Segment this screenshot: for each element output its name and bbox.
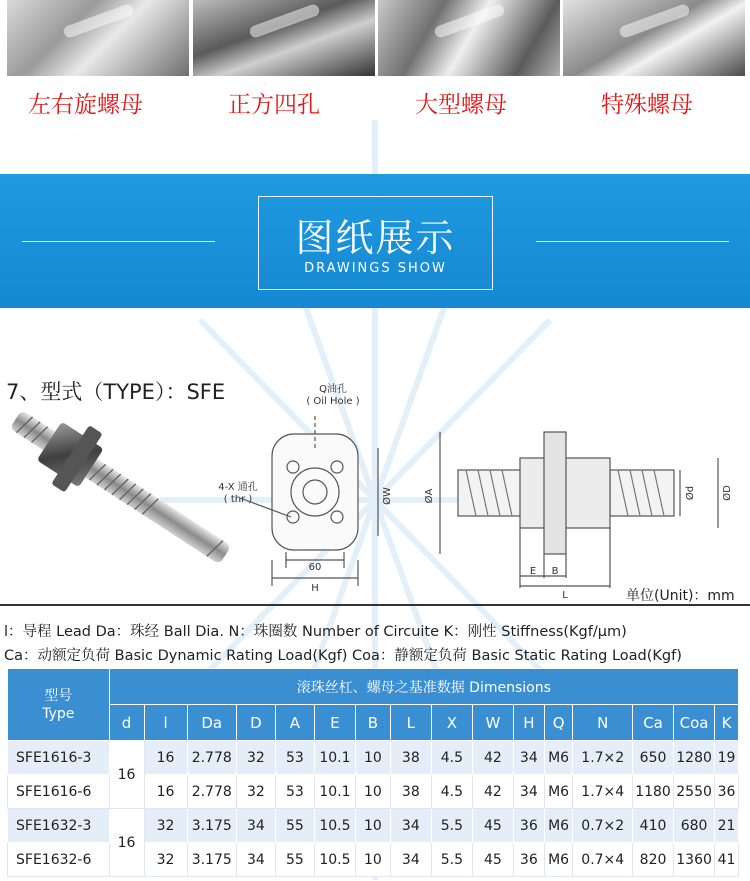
cell-a: 53 [275, 741, 314, 775]
col-header-e: E [314, 705, 355, 741]
cell-D: 32 [236, 741, 275, 775]
dim-60: 60 [308, 562, 322, 573]
dim-b: B [551, 566, 559, 577]
cell-l: 32 [144, 809, 187, 843]
cell-a: 55 [275, 843, 314, 877]
cell-ca: 1180 [633, 775, 674, 809]
cell-q: M6 [544, 843, 573, 877]
cell-coa: 1280 [674, 741, 715, 775]
dim-d-small: Ød [685, 485, 696, 501]
banner-frame [258, 196, 493, 290]
cell-ca: 650 [633, 741, 674, 775]
dim-l: L [562, 590, 568, 601]
photo-special-nut[interactable] [563, 0, 745, 76]
cell-n: 0.7×2 [573, 809, 633, 843]
cell-e: 10.5 [314, 809, 355, 843]
cell-w: 42 [472, 775, 513, 809]
cell-x: 4.5 [431, 741, 472, 775]
cell-b: 10 [355, 809, 390, 843]
cell-e: 10.1 [314, 775, 355, 809]
cell-D: 34 [236, 843, 275, 877]
cell-L: 38 [390, 741, 431, 775]
table-row [8, 741, 739, 775]
col-header-k: K [715, 705, 739, 741]
model-header-cn: 型号 [44, 687, 73, 704]
cell-k: 19 [715, 741, 739, 775]
oil-hole-label: Q油孔 [319, 384, 347, 395]
cell-model: SFE1616-3 [8, 741, 110, 775]
cell-n: 1.7×2 [573, 741, 633, 775]
banner-subtitle: DRAWINGS SHOW [304, 261, 447, 276]
cell-ca: 410 [633, 809, 674, 843]
col-header-b: B [355, 705, 390, 741]
cell-n: 1.7×4 [573, 775, 633, 809]
table-row [8, 809, 739, 843]
banner-left-line [22, 241, 215, 242]
cell-a: 53 [275, 775, 314, 809]
cell-L: 34 [390, 809, 431, 843]
product-photo-strip [0, 0, 750, 78]
col-header-coa: Coa [674, 705, 715, 741]
cell-e: 10.1 [314, 741, 355, 775]
cell-h: 34 [513, 741, 544, 775]
cell-d: 16 [109, 809, 144, 877]
cell-model: SFE1632-6 [8, 843, 110, 877]
cell-h: 34 [513, 775, 544, 809]
model-header [8, 669, 110, 741]
photo-left-right-nut[interactable] [7, 0, 189, 76]
cell-q: M6 [544, 809, 573, 843]
legend-line-1: l：导程 Lead Da：珠经 Ball Dia. N：珠圈数 Number of Circuite K：刚性 Stiffness(Kgf/μm) [4, 624, 627, 640]
cell-L: 38 [390, 775, 431, 809]
caption-large-nut: 大型螺母 [415, 92, 507, 118]
photo-square-four-hole[interactable] [193, 0, 375, 76]
banner-right-line [536, 241, 729, 242]
cell-da: 3.175 [187, 809, 236, 843]
thru-hole-label: 4-X 通孔 [218, 482, 258, 493]
group-header: 滚珠丝杠、螺母之基准数据 Dimensions [109, 669, 738, 705]
cell-w: 45 [472, 809, 513, 843]
ball-screw-photo [0, 390, 244, 585]
model-header-en: Type [42, 705, 75, 722]
section-banner [0, 174, 750, 308]
cell-q: M6 [544, 775, 573, 809]
dim-h: H [311, 583, 319, 594]
cell-da: 2.778 [187, 775, 236, 809]
unit-label: 单位(Unit)：mm [626, 588, 735, 604]
dim-w: ØW [382, 487, 393, 505]
cell-k: 36 [715, 775, 739, 809]
cell-b: 10 [355, 741, 390, 775]
dimensions-table [7, 668, 739, 877]
cell-w: 42 [472, 741, 513, 775]
cell-b: 10 [355, 775, 390, 809]
col-header-h: H [513, 705, 544, 741]
col-header-l: l [144, 705, 187, 741]
flange-front-view [240, 416, 378, 586]
col-header-da: Da [187, 705, 236, 741]
banner-title: 图纸展示 [295, 216, 456, 260]
col-header-n: N [573, 705, 633, 741]
cell-n: 0.7×4 [573, 843, 633, 877]
cell-x: 5.5 [431, 843, 472, 877]
col-header-D: D [236, 705, 275, 741]
cell-x: 4.5 [431, 775, 472, 809]
divider-rule [0, 604, 750, 606]
cell-l: 16 [144, 741, 187, 775]
dim-e: E [529, 566, 537, 577]
cell-h: 36 [513, 843, 544, 877]
cell-x: 5.5 [431, 809, 472, 843]
thru-hole-en: ( thr ) [223, 494, 253, 505]
col-header-q: Q [544, 705, 573, 741]
col-header-a: A [275, 705, 314, 741]
col-header-x: X [431, 705, 472, 741]
col-header-ca: Ca [633, 705, 674, 741]
col-header-d: d [109, 705, 144, 741]
cell-a: 55 [275, 809, 314, 843]
cell-l: 32 [144, 843, 187, 877]
cell-coa: 1360 [674, 843, 715, 877]
photo-large-nut[interactable] [378, 0, 560, 76]
cell-da: 3.175 [187, 843, 236, 877]
dim-a: ØA [424, 488, 435, 504]
cell-da: 2.778 [187, 741, 236, 775]
col-header-w: W [472, 705, 513, 741]
caption-square-four-hole: 正方四孔 [228, 92, 320, 118]
cell-coa: 2550 [674, 775, 715, 809]
cell-model: SFE1616-6 [8, 775, 110, 809]
cell-ca: 820 [633, 843, 674, 877]
cell-coa: 680 [674, 809, 715, 843]
cell-q: M6 [544, 741, 573, 775]
cell-b: 10 [355, 843, 390, 877]
caption-left-right-nut: 左右旋螺母 [28, 92, 143, 118]
cell-k: 21 [715, 809, 739, 843]
cell-D: 32 [236, 775, 275, 809]
cell-e: 10.5 [314, 843, 355, 877]
cell-D: 34 [236, 809, 275, 843]
caption-special-nut: 特殊螺母 [601, 92, 693, 118]
cell-w: 45 [472, 843, 513, 877]
cell-model: SFE1632-3 [8, 809, 110, 843]
dim-d-large: ØD [722, 485, 733, 501]
col-header-L: L [390, 705, 431, 741]
oil-hole-en: ( Oil Hole ) [306, 396, 360, 407]
cell-d: 16 [109, 741, 144, 809]
side-view [440, 432, 718, 588]
technical-drawing [0, 378, 750, 603]
type-heading: 7、型式（TYPE）：SFE [6, 380, 226, 404]
cell-k: 41 [715, 843, 739, 877]
cell-h: 36 [513, 809, 544, 843]
legend-line-2: Ca：动额定负荷 Basic Dynamic Rating Load(Kgf) Coa：静额定负荷 Basic Static Rating Load(Kgf) [4, 648, 682, 664]
cell-L: 34 [390, 843, 431, 877]
cell-l: 16 [144, 775, 187, 809]
